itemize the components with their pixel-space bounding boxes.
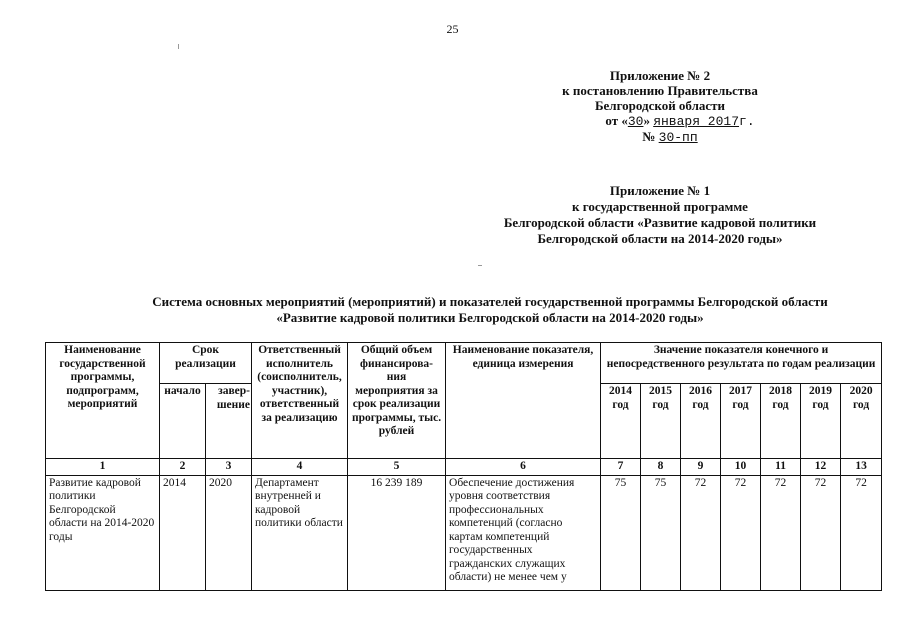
row-program-name: Развитие кадровой политики Белгородской области на 2014-2020 годы	[46, 475, 160, 590]
appendix2-block	[530, 68, 790, 145]
header-row	[46, 343, 882, 384]
appendix1-title: Приложение № 1	[609, 183, 711, 198]
appendix2-number	[530, 129, 790, 145]
header-year-2014: 2014 год	[601, 384, 641, 459]
column-number: 6	[446, 459, 601, 476]
column-number: 9	[681, 459, 721, 476]
column-number: 13	[841, 459, 882, 476]
number-prefix: №	[642, 129, 659, 144]
title-line: Система основных мероприятий (мероприятий) и показателей государственной программы Белгородской области	[152, 294, 828, 309]
row-financing: 16 239 189	[348, 475, 446, 590]
column-number-row	[46, 459, 882, 476]
header-year-2017: 2017 год	[721, 384, 761, 459]
header-year-2020: 2020 год	[841, 384, 882, 459]
date-suffix: г.	[739, 114, 755, 129]
date-prefix: от «	[605, 113, 628, 128]
header-financing: Общий объем финансирова-ния мероприятия за срок реализации программы, тыс. рублей	[348, 343, 446, 459]
header-term-end: завер-шение	[206, 384, 252, 459]
row-value-2020: 72	[841, 475, 882, 590]
row-value-2014: 75	[601, 475, 641, 590]
number-value: 30-пп	[658, 130, 698, 145]
appendix1-line: Белгородской области «Развитие кадровой политики	[503, 215, 817, 230]
row-value-2016: 72	[681, 475, 721, 590]
row-value-2018: 72	[761, 475, 801, 590]
row-indicator: Обеспечение достижения уровня соответствия профессиональных компетенций (согласно картам компетенций государственных гражданских служащих области) не менее чем у	[446, 475, 601, 590]
date-day: 30	[627, 114, 644, 129]
column-number: 7	[601, 459, 641, 476]
header-term-start: начало	[160, 384, 206, 459]
date-mid: »	[643, 113, 654, 128]
column-number: 1	[46, 459, 160, 476]
column-number: 4	[252, 459, 348, 476]
appendix1-line: Белгородской области на 2014-2020 годы»	[537, 231, 783, 246]
page-number: 25	[446, 22, 459, 36]
column-number: 2	[160, 459, 206, 476]
column-number: 8	[641, 459, 681, 476]
header-year-2019: 2019 год	[801, 384, 841, 459]
scan-mark	[178, 44, 179, 49]
appendix2-line: Белгородской области	[594, 98, 726, 113]
column-number: 10	[721, 459, 761, 476]
header-term: Срок реализации	[160, 343, 252, 384]
header-name: Наименование государственной программы, подпрограмм, мероприятий	[46, 343, 160, 459]
column-number: 12	[801, 459, 841, 476]
title-line: «Развитие кадровой политики Белгородской области на 2014-2020 годы»	[276, 310, 704, 325]
appendix1-block	[470, 183, 850, 247]
table-row	[46, 475, 882, 590]
header-values: Значение показателя конечного и непосредственного результата по годам реализации	[601, 343, 882, 384]
header-year-2018: 2018 год	[761, 384, 801, 459]
row-start: 2014	[160, 475, 206, 590]
appendix2-title: Приложение № 2	[609, 68, 711, 83]
header-year-2015: 2015 год	[641, 384, 681, 459]
date-month: января 2017	[653, 114, 740, 129]
row-value-2015: 75	[641, 475, 681, 590]
appendix2-date	[530, 113, 790, 129]
row-responsible: Департамент внутренней и кадровой политики области	[252, 475, 348, 590]
header-year-2016: 2016 год	[681, 384, 721, 459]
document-title	[60, 294, 905, 326]
header-responsible: Ответственный исполнитель (соисполнитель, участник), ответственный за реализацию	[252, 343, 348, 459]
row-value-2019: 72	[801, 475, 841, 590]
scan-mark	[478, 265, 482, 266]
row-end: 2020	[206, 475, 252, 590]
column-number: 11	[761, 459, 801, 476]
appendix2-line: к постановлению Правительства	[562, 83, 758, 98]
program-table	[45, 342, 882, 591]
row-value-2017: 72	[721, 475, 761, 590]
header-indicator: Наименование показателя, единица измерения	[446, 343, 601, 459]
column-number: 5	[348, 459, 446, 476]
column-number: 3	[206, 459, 252, 476]
appendix1-line: к государственной программе	[572, 199, 748, 214]
